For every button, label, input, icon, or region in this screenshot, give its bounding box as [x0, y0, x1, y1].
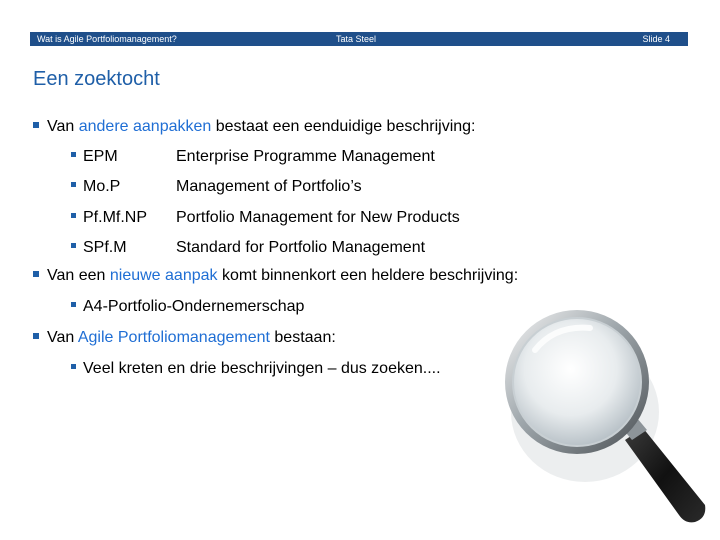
highlight-text: nieuwe aanpak	[109, 267, 218, 284]
header-topic: Wat is Agile Portfoliomanagement?	[37, 34, 177, 44]
item-abbr: Pf.Mf.NP	[83, 209, 148, 226]
bullet-new-approach: Van een nieuwe aanpak komt binnenkort een heldere beschrijving:	[33, 267, 518, 285]
bullet-marker	[71, 243, 76, 248]
bullet-marker	[71, 152, 76, 157]
list-item	[71, 148, 118, 166]
item-abbr: Mo.P	[83, 178, 121, 195]
highlight-text: andere aanpakken	[78, 118, 212, 135]
item-desc: Standard for Portfolio Management	[176, 239, 426, 256]
bullet-agile-portfolio: Van Agile Portfoliomanagement bestaan:	[33, 329, 336, 347]
highlight-text: Agile Portfoliomanagement	[77, 329, 270, 346]
bullet-marker	[71, 213, 76, 218]
bullet-marker	[33, 122, 39, 128]
item-abbr: EPM	[83, 148, 118, 165]
item-desc: Portfolio Management for New Products	[176, 209, 460, 226]
item-desc: Management of Portfolio’s	[176, 178, 362, 195]
bullet-marker	[71, 364, 76, 369]
header-company: Tata Steel	[336, 34, 377, 44]
bullet-other-approaches: Van andere aanpakken bestaat een eenduidige beschrijving:	[33, 118, 475, 136]
list-item: Veel kreten en drie beschrijvingen – dus zoeken....	[71, 360, 441, 378]
list-item	[71, 178, 120, 196]
bullet-marker	[33, 271, 39, 277]
bullet-marker	[71, 302, 76, 307]
slide-number: Slide 4	[642, 34, 670, 44]
list-item	[71, 209, 147, 227]
list-item: A4-Portfolio-Ondernemerschap	[71, 298, 304, 316]
slide-title: Een zoektocht	[33, 68, 160, 90]
bullet-marker	[33, 333, 39, 339]
item-desc: Enterprise Programme Management	[176, 148, 435, 165]
item-abbr: SPf.M	[83, 239, 127, 256]
magnifying-glass-icon	[495, 300, 710, 530]
bullet-marker	[71, 182, 76, 187]
list-item	[71, 239, 127, 257]
